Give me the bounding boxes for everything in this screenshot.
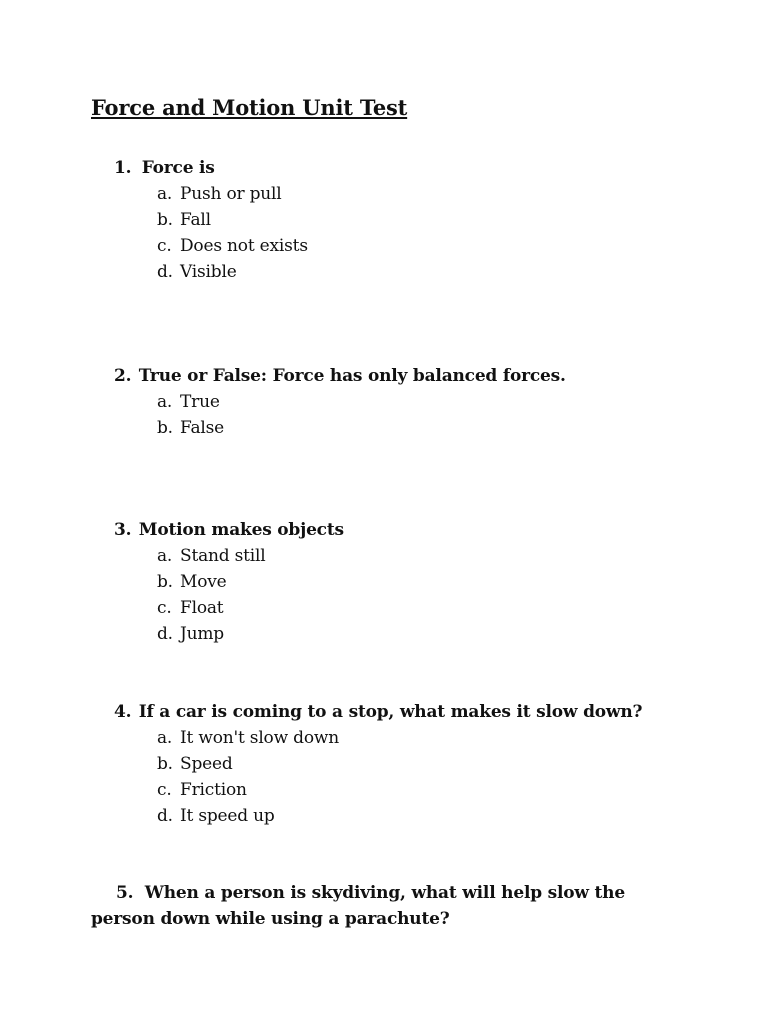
- question-1-option-c: [157, 236, 308, 256]
- question-4-option-b: [157, 754, 233, 774]
- option-letter: c.: [157, 780, 172, 800]
- question-4-number: 4.: [114, 702, 132, 722]
- option-letter: d.: [157, 262, 173, 282]
- option-letter: b.: [157, 754, 173, 774]
- question-5-prompt: When a person is skydiving, what will help slow the person down while using a parachute?: [91, 883, 625, 929]
- option-text: Jump: [180, 624, 224, 644]
- question-3-heading: [114, 520, 344, 540]
- question-3-prompt: Motion makes objects: [138, 520, 344, 540]
- option-text: It won't slow down: [180, 728, 339, 748]
- question-3-option-b: [157, 572, 227, 592]
- option-text: Does not exists: [180, 236, 308, 256]
- option-letter: b.: [157, 210, 173, 230]
- option-text: Stand still: [180, 546, 266, 566]
- option-letter: d.: [157, 806, 173, 826]
- option-letter: b.: [157, 572, 173, 592]
- question-4-prompt: If a car is coming to a stop, what makes it slow down?: [138, 702, 643, 722]
- question-3-option-a: [157, 546, 266, 566]
- question-2-prompt: True or False: Force has only balanced forces.: [138, 366, 566, 386]
- question-4-option-a: [157, 728, 339, 748]
- option-letter: a.: [157, 546, 173, 566]
- question-1-number: 1.: [114, 158, 132, 178]
- question-1-option-b: [157, 210, 211, 230]
- question-1-prompt: Force is: [141, 158, 215, 178]
- document-title: Force and Motion Unit Test: [91, 95, 408, 120]
- option-letter: a.: [157, 184, 173, 204]
- question-2-number: 2.: [114, 366, 132, 386]
- question-4-option-d: [157, 806, 275, 826]
- question-1-option-d: [157, 262, 237, 282]
- question-5-number: 5.: [116, 883, 134, 903]
- option-text: Speed: [180, 754, 233, 774]
- option-text: It speed up: [180, 806, 275, 826]
- question-1-heading: [114, 158, 215, 178]
- option-text: Fall: [180, 210, 211, 230]
- option-text: Move: [180, 572, 227, 592]
- question-4-option-c: [157, 780, 247, 800]
- option-letter: b.: [157, 418, 173, 438]
- question-2-option-b: [157, 418, 224, 438]
- option-text: True: [180, 392, 220, 412]
- option-text: Friction: [180, 780, 247, 800]
- option-letter: c.: [157, 598, 172, 618]
- option-text: Visible: [180, 262, 237, 282]
- option-text: Push or pull: [180, 184, 282, 204]
- question-4-heading: [114, 702, 642, 722]
- option-letter: a.: [157, 728, 173, 748]
- question-2-heading: [114, 366, 566, 386]
- option-letter: d.: [157, 624, 173, 644]
- option-text: Float: [180, 598, 224, 618]
- question-5-heading: [91, 880, 691, 932]
- option-text: False: [180, 418, 224, 438]
- question-3-option-d: [157, 624, 224, 644]
- option-letter: c.: [157, 236, 172, 256]
- question-2-option-a: [157, 392, 220, 412]
- question-3-number: 3.: [114, 520, 132, 540]
- question-3-option-c: [157, 598, 223, 618]
- question-1-option-a: [157, 184, 282, 204]
- option-letter: a.: [157, 392, 173, 412]
